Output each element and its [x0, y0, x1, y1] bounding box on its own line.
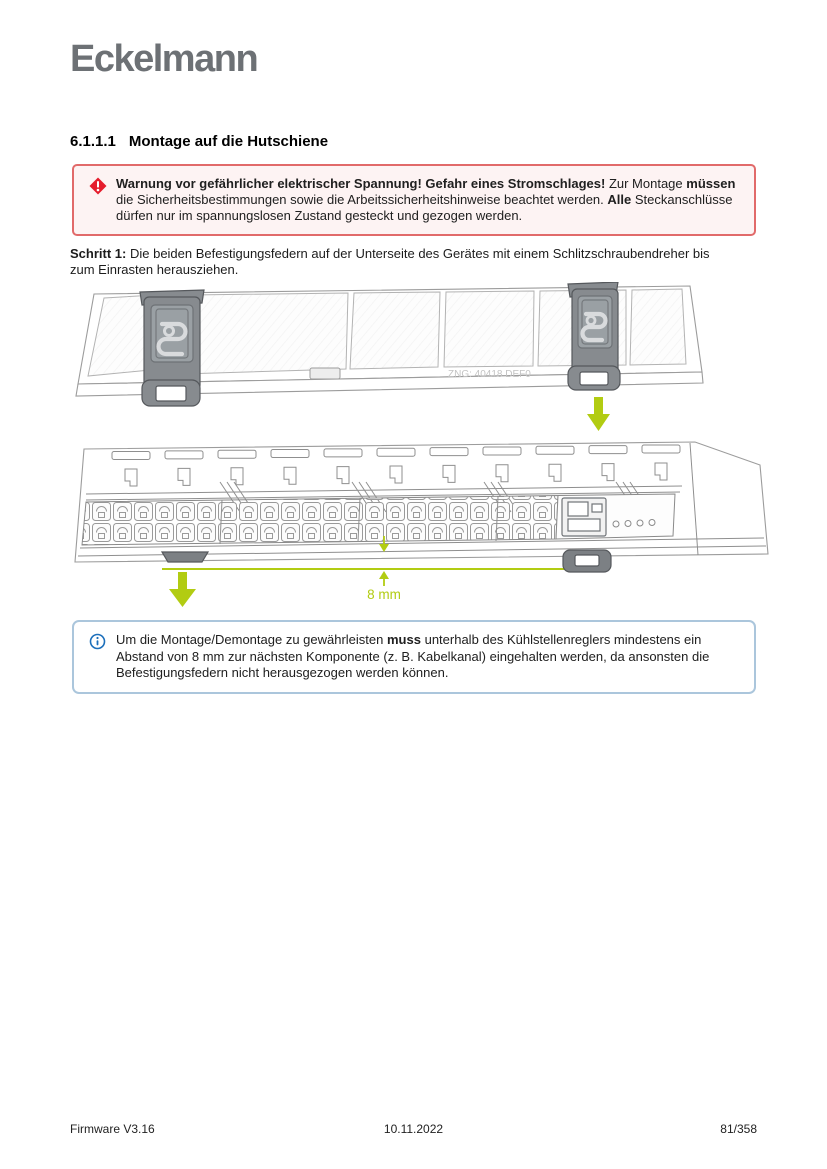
heading-title: Montage auf die Hutschiene	[128, 133, 329, 150]
step-label: Schritt 1:	[70, 246, 127, 261]
figure-front-view	[70, 438, 770, 610]
drawing-number-label: ZNG: 40418 DEF0	[448, 369, 531, 380]
info-circle-icon	[89, 633, 106, 650]
step-paragraph: Schritt 1: Die beiden Befestigungsfedern auf der Unterseite des Gerätes mit einem Schlitzschraubendreher bis zum Einrasten herausziehen.	[70, 246, 710, 277]
dimension-label: 8 mm	[367, 587, 401, 602]
warning-box	[72, 164, 756, 236]
mounting-spring-right	[568, 282, 620, 390]
device-case-front	[75, 442, 768, 562]
brand-logo: Eckelmann	[70, 38, 258, 80]
section-heading	[70, 133, 328, 150]
footer-firmware: Firmware V3.16	[70, 1122, 155, 1136]
mounting-spring-left	[140, 290, 204, 406]
pulled-spring-left	[162, 552, 208, 562]
warning-text: Warnung vor gefährlicher elektrischer Spannung! Gefahr eines Stromschlages! Zur Montage müssen die Sicherheitsbestimmungen sowie die Arbeitssicherheitshinweise beachtet werden. Alle Steckanschlüsse dürfen nur im spannungslosen Zustand gesteckt und gezogen werden.	[116, 176, 736, 223]
footer-date: 10.11.2022	[383, 1122, 444, 1136]
heading-number: 6.1.1.1	[70, 133, 116, 150]
service-connector	[562, 498, 606, 536]
warning-diamond-icon	[89, 177, 107, 195]
pull-down-arrow	[587, 397, 610, 431]
figure-underside-view	[70, 282, 720, 432]
clearance-arrow	[169, 572, 196, 607]
info-box	[72, 620, 756, 694]
footer-page-number: 81/358	[720, 1122, 757, 1136]
pulled-spring-right	[563, 550, 611, 572]
info-text: Um die Montage/Demontage zu gewährleisten muss unterhalb des Kühlstellenreglers mindestens ein Abstand von 8 mm zur nächsten Komponente (z. B. Kabelkanal) eingehalten werden, da ansonsten die Befestigungsfedern nicht herausgezogen werden können.	[116, 632, 710, 680]
